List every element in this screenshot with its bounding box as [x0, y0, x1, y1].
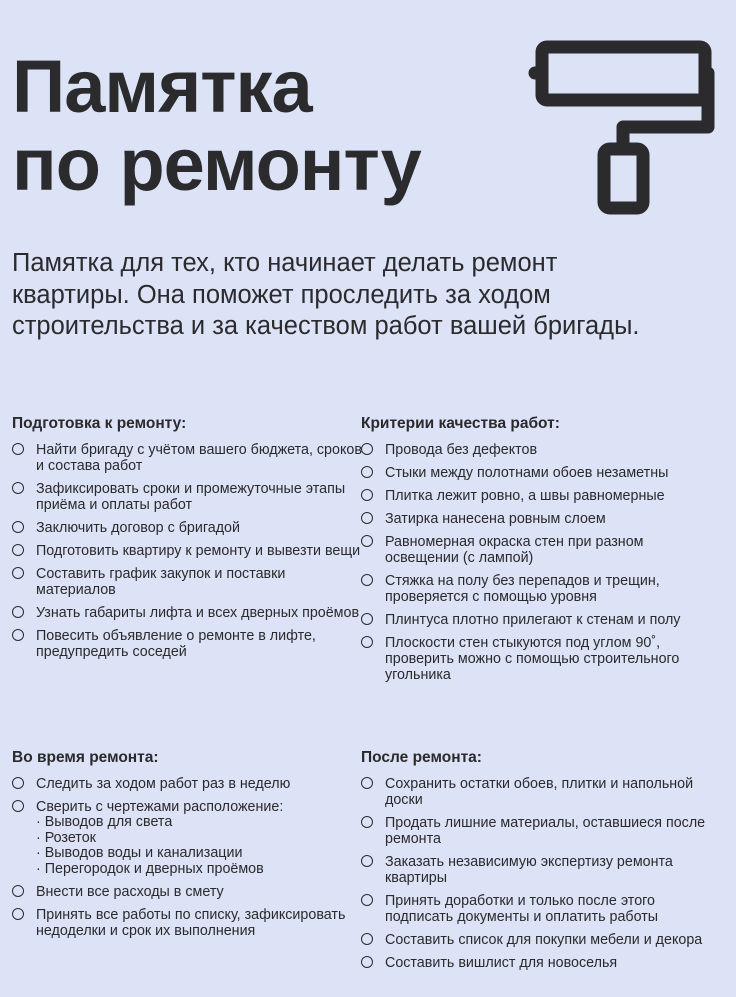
item-text: Заказать независимую экспертизу ремонта квартиры [385, 854, 673, 886]
checkbox-circle[interactable] [12, 482, 24, 494]
checklist-item [361, 932, 711, 948]
checklist-item [12, 884, 362, 900]
item-text: Плитка лежит ровно, а швы равномерные [385, 488, 665, 504]
section-heading: Критерии качества работ: [361, 415, 560, 432]
checklist-item [361, 815, 711, 847]
checklist-item [12, 907, 362, 939]
checklist-item [12, 543, 362, 559]
checkbox-circle[interactable] [12, 885, 24, 897]
section-quality [361, 414, 711, 690]
checkbox-circle[interactable] [361, 535, 373, 547]
item-text: Зафиксировать сроки и промежуточные этапы приёма и оплаты работ [36, 481, 346, 513]
checkbox-circle[interactable] [361, 512, 373, 524]
checklist-item [12, 566, 362, 598]
checklist-item [12, 628, 362, 660]
checklist-item [361, 854, 711, 886]
page-title [12, 45, 421, 206]
checkbox-circle[interactable] [12, 544, 24, 556]
title-line-2: по ремонту [12, 123, 421, 206]
item-text: Стяжка на полу без перепадов и трещин, проверяется с помощью уровня [385, 573, 660, 605]
section-during [12, 748, 362, 946]
checklist-item [361, 893, 711, 925]
item-text: Составить вишлист для новоселья [385, 955, 618, 971]
item-text: Затирка нанесена ровным слоем [385, 511, 606, 527]
item-text: Принять все работы по списку, зафиксировать недоделки и срок их выполнения [36, 907, 346, 939]
checkbox-circle[interactable] [12, 606, 24, 618]
sub-item: · Перегородок и дверных проёмов [36, 862, 362, 878]
checklist-item [12, 776, 362, 792]
checklist-item [361, 635, 711, 683]
checklist-item [361, 488, 711, 504]
checkbox-circle[interactable] [361, 956, 373, 968]
item-text: Подготовить квартиру к ремонту и вывезти вещи [36, 543, 361, 559]
checkbox-circle[interactable] [361, 777, 373, 789]
item-text: Провода без дефектов [385, 442, 538, 458]
checklist-item [361, 511, 711, 527]
sub-item: · Розеток [36, 831, 362, 847]
item-text: Составить список для покупки мебели и декора [385, 932, 703, 948]
item-text: Заключить договор с бригадой [36, 520, 240, 536]
checkbox-circle[interactable] [361, 894, 373, 906]
checklist-item [361, 573, 711, 605]
checklist-item [361, 612, 711, 628]
section-after [361, 748, 711, 978]
checklist-item [361, 442, 711, 458]
item-text: Повесить объявление о ремонте в лифте, предупредить соседей [36, 628, 316, 660]
checklist-item [12, 799, 362, 877]
section-heading: Подготовка к ремонту: [12, 415, 187, 432]
checkbox-circle[interactable] [361, 613, 373, 625]
item-text: Внести все расходы в смету [36, 884, 224, 900]
item-text: Сохранить остатки обоев, плитки и напольной доски [385, 776, 694, 808]
section-heading: Во время ремонта: [12, 749, 159, 766]
item-text: Составить график закупок и поставки материалов [36, 566, 286, 598]
checklist-item [361, 534, 711, 566]
item-text: Равномерная окраска стен при разном освещении (с лампой) [385, 534, 644, 566]
title-line-1: Памятка [12, 45, 312, 128]
checklist-item [12, 605, 362, 621]
checklist-item [12, 481, 362, 513]
item-text: Узнать габариты лифта и всех дверных проёмов [36, 605, 360, 621]
checkbox-circle[interactable] [361, 636, 373, 648]
checkbox-circle[interactable] [12, 521, 24, 533]
section-preparation [12, 414, 362, 667]
checkbox-circle[interactable] [12, 908, 24, 920]
item-text: Продать лишние материалы, оставшиеся после ремонта [385, 815, 706, 847]
item-text: Следить за ходом работ раз в неделю [36, 776, 291, 792]
checklist-item [12, 520, 362, 536]
checkbox-circle[interactable] [12, 567, 24, 579]
item-text: Стыки между полотнами обоев незаметны [385, 465, 669, 481]
checkbox-circle[interactable] [361, 816, 373, 828]
checkbox-circle[interactable] [12, 629, 24, 641]
checkbox-circle[interactable] [361, 489, 373, 501]
checklist-item [12, 442, 362, 474]
checklist-item [361, 955, 711, 971]
checkbox-circle[interactable] [361, 574, 373, 586]
item-text: Найти бригаду с учётом вашего бюджета, сроков и состава работ [36, 442, 362, 474]
sub-list [36, 815, 362, 877]
item-text: Плоскости стен стыкуются под углом 90˚, проверить можно с помощью строительного угольника [385, 635, 680, 683]
intro-text: Памятка для тех, кто начинает делать ремонт квартиры. Она поможет проследить за ходом строительства и за качеством работ вашей бригады. [12, 249, 640, 340]
item-text: Принять доработки и только после этого подписать документы и оплатить работы [385, 893, 659, 925]
checkbox-circle[interactable] [361, 443, 373, 455]
section-heading: После ремонта: [361, 749, 482, 766]
checkbox-circle[interactable] [361, 855, 373, 867]
checkbox-circle[interactable] [12, 443, 24, 455]
checkbox-circle[interactable] [12, 800, 24, 812]
sub-item: · Выводов воды и канализации [36, 846, 362, 862]
paint-roller-icon [526, 36, 716, 221]
checkbox-circle[interactable] [361, 933, 373, 945]
item-text: Сверить с чертежами расположение: [36, 799, 284, 815]
item-text: Плинтуса плотно прилегают к стенам и полу [385, 612, 681, 628]
checklist-item [361, 465, 711, 481]
checklist-item [361, 776, 711, 808]
checkbox-circle[interactable] [361, 466, 373, 478]
sub-item: · Выводов для света [36, 815, 362, 831]
checkbox-circle[interactable] [12, 777, 24, 789]
